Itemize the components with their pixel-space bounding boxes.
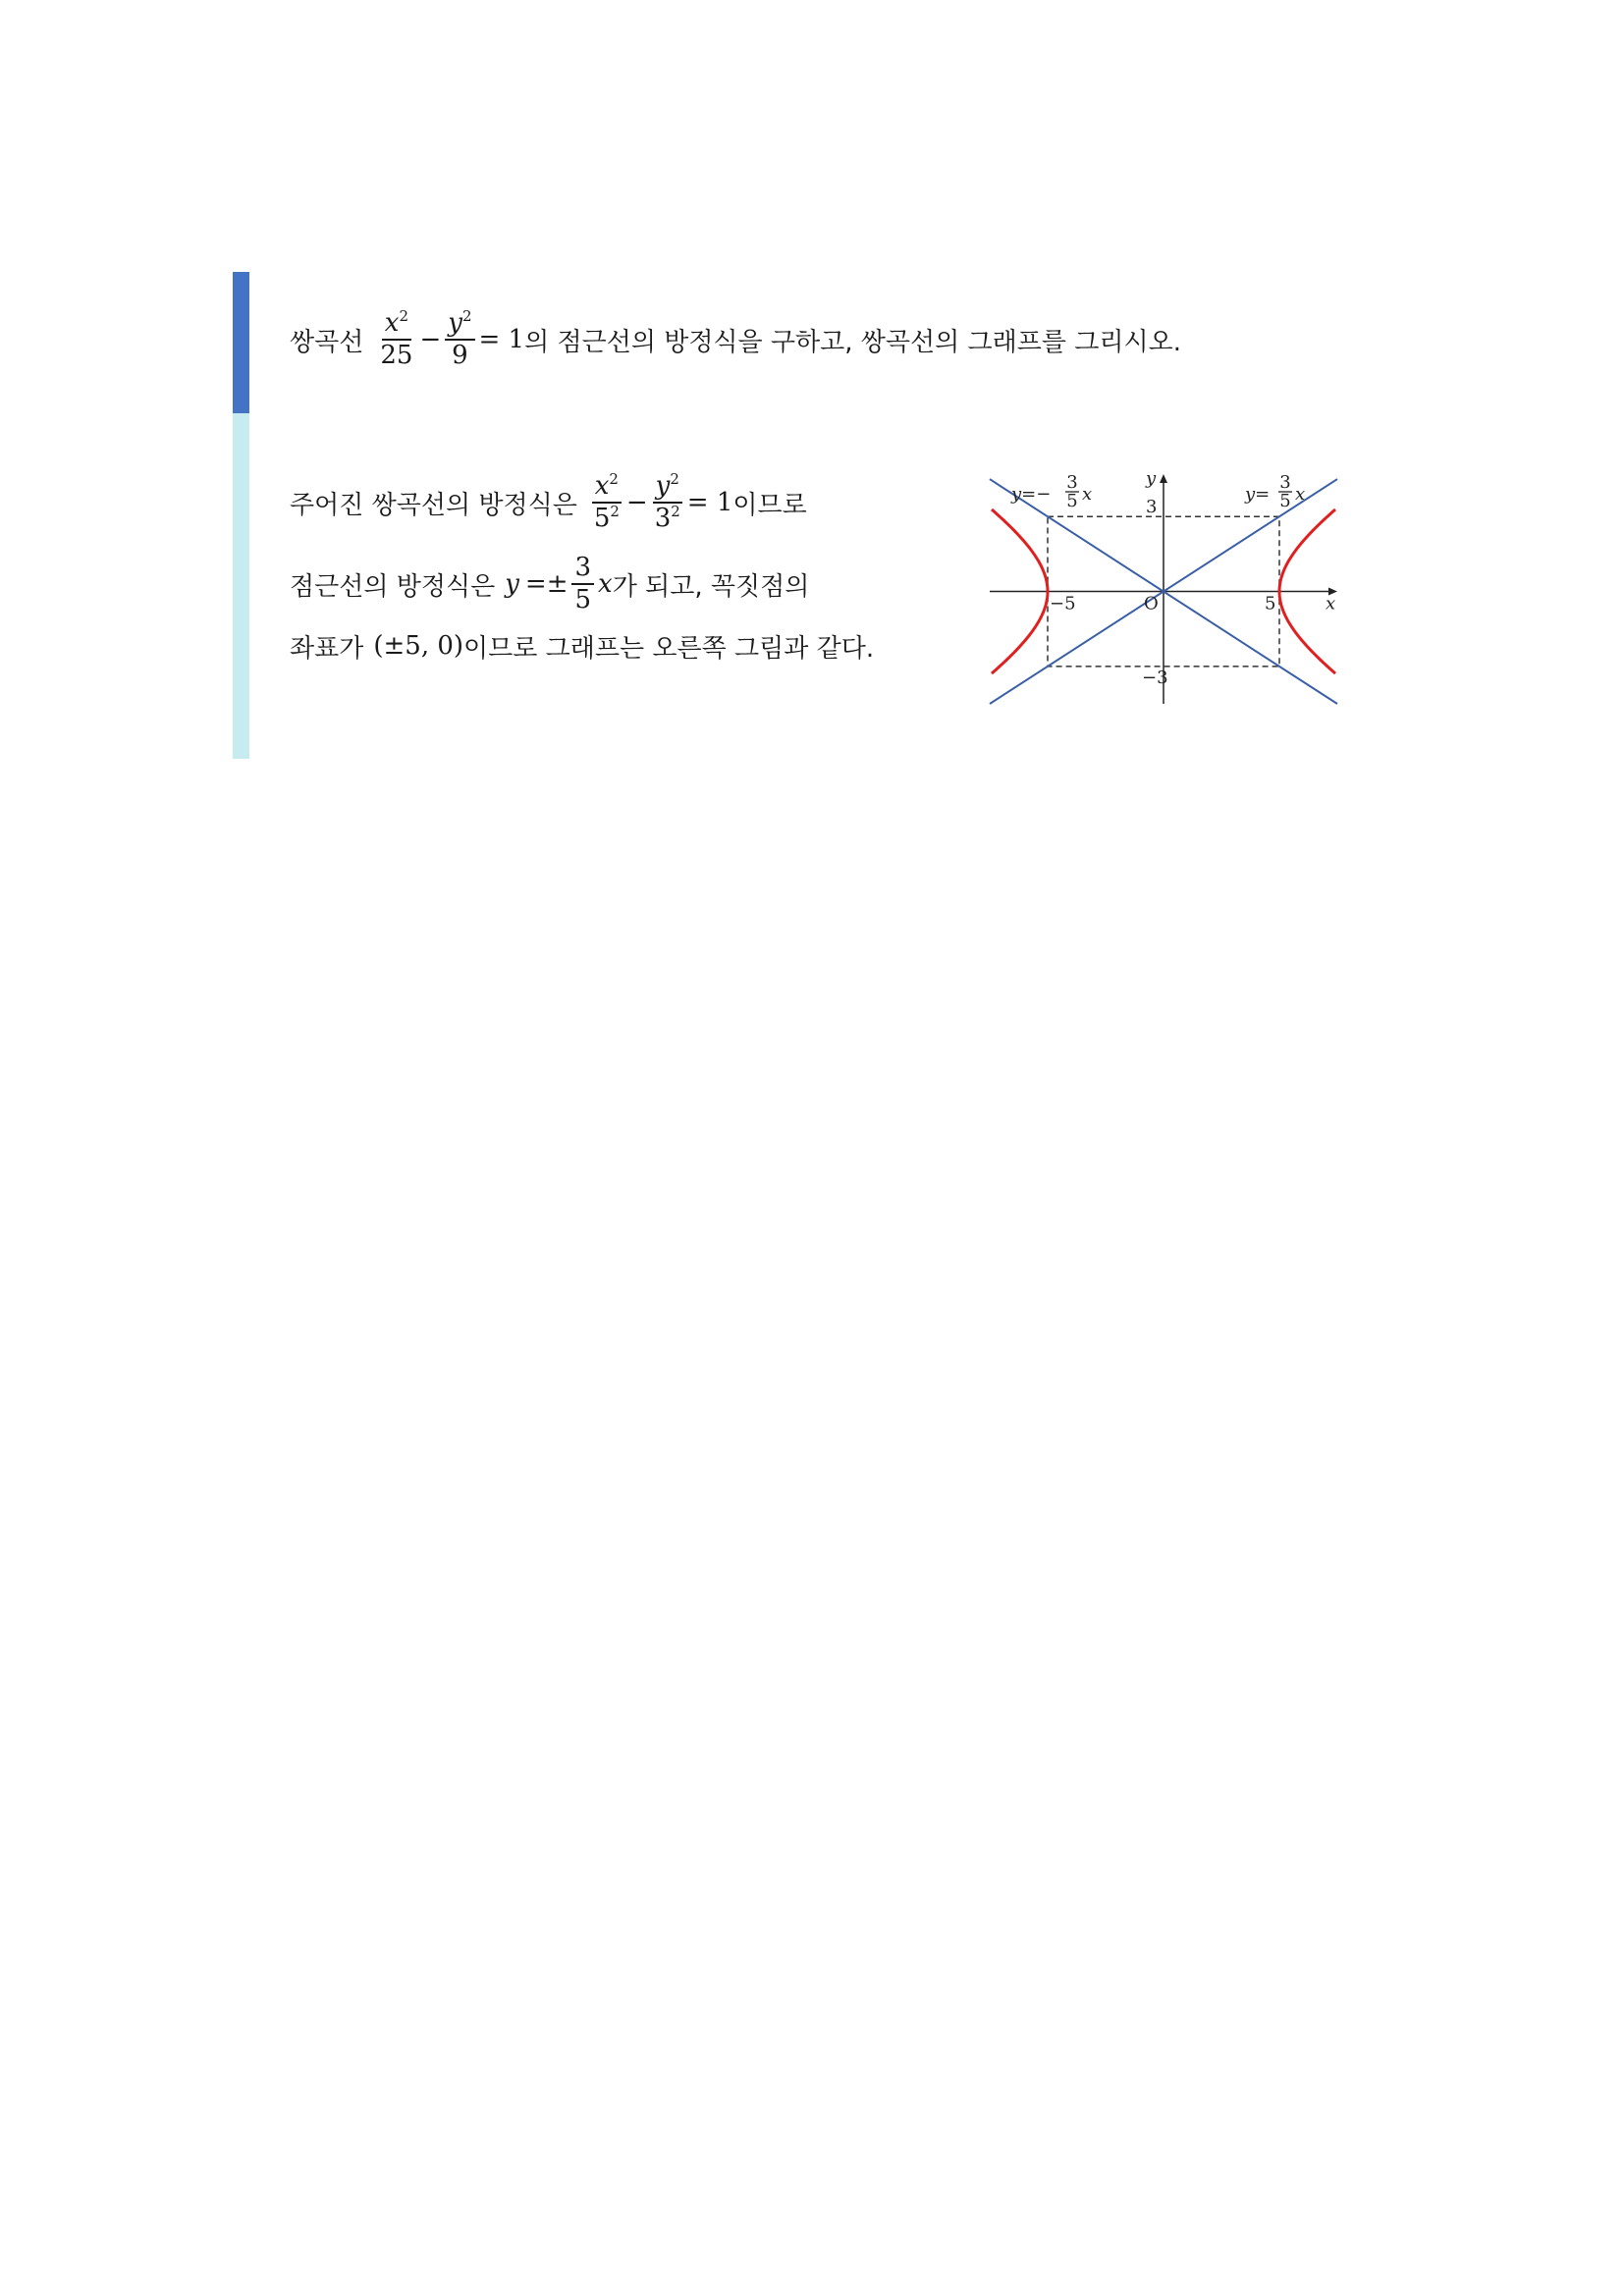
tick-label-y-neg: −3 xyxy=(1142,667,1168,688)
question-accent-bar xyxy=(233,272,249,413)
origin-label: O xyxy=(1144,593,1159,614)
svg-text:x: x xyxy=(1295,484,1306,505)
hyperbola-graph xyxy=(982,466,1345,712)
question-prefix: 쌍곡선 xyxy=(290,327,364,357)
question-fraction-x: $\frac{x^2}{25}$ xyxy=(380,306,413,370)
y-axis-arrow xyxy=(1160,474,1167,483)
svg-text:5: 5 xyxy=(1066,491,1078,511)
question-fraction-y: $\frac{y^2}{9}$ xyxy=(445,310,474,370)
svg-text:3: 3 xyxy=(1279,472,1291,493)
asymptote-slope-fraction: $\frac{3}{5}$ xyxy=(571,555,594,614)
answer-line-2: 점근선의 방정식은 y =± $\frac{3}{5}$ x 가 되고, 꼭짓점의 xyxy=(290,552,810,614)
tick-label-x-neg: −5 xyxy=(1050,593,1076,614)
tick-label-x-pos: 5 xyxy=(1265,593,1276,614)
svg-text:y=−: y=− xyxy=(1011,484,1052,505)
tick-label-y-pos: 3 xyxy=(1146,497,1158,518)
asymptote-negative-label xyxy=(1010,472,1092,511)
x-axis-label: x xyxy=(1326,593,1336,614)
answer-accent-bar xyxy=(233,413,249,759)
svg-text:3: 3 xyxy=(1066,472,1078,493)
question-text: 쌍곡선 $\frac{x^2}{25}$ − $\frac{y^2}{9}$ = 1 의 점근선의 방정식을 구하고, 쌍곡선의 그래프를 그리시오. xyxy=(290,306,1181,370)
svg-text:5: 5 xyxy=(1279,491,1291,511)
svg-text:y=: y= xyxy=(1245,484,1271,505)
answer-fraction-x: $\frac{x^2}{5^2}$ xyxy=(591,473,623,533)
question-suffix: 의 점근선의 방정식을 구하고, 쌍곡선의 그래프를 그리시오. xyxy=(524,327,1181,357)
y-axis-label: y xyxy=(1146,468,1157,489)
answer-line-3: 좌표가 (±5, 0) 이므로 그래프는 오른쪽 그림과 같다. xyxy=(290,631,875,664)
answer-line-1: 주어진 쌍곡선의 방정식은 $\frac{x^2}{5^2}$ − $\frac{y^2}{3^2}$ = 1 이므로 xyxy=(290,469,807,533)
svg-text:x: x xyxy=(1082,484,1093,505)
answer-fraction-y: $\frac{y^2}{3^2}$ xyxy=(652,473,683,533)
